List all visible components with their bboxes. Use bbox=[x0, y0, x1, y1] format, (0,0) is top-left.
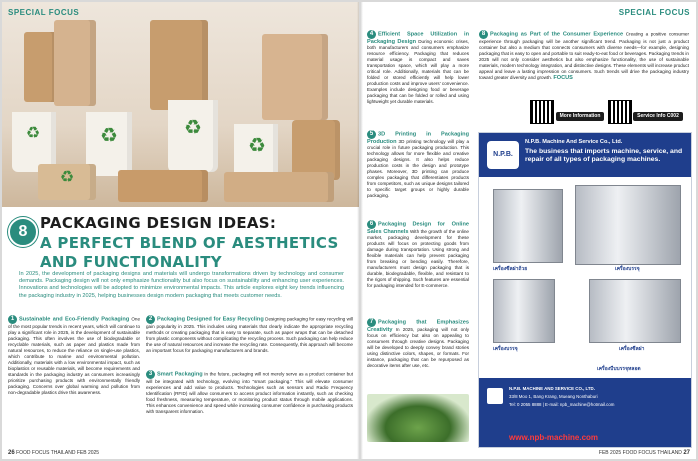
trend-heading: Packaging Design for Online Sales Channels bbox=[367, 221, 469, 235]
ad-footer-contact: Tel: 0 2055 8888 | E-mail: npb_machine@hotmail.com bbox=[509, 402, 615, 407]
trend-body: 3D printing technology will play a crucial role in future packaging production. This technology allows for more flexible and creative packaging designs. It also helps reduce production costs in the design and prototype phases. Moreover, 3D printing can produce complex packaging that differentiates products from competitors, such as unique designs tailored to specific target groups or highly durable packaging. bbox=[367, 139, 469, 198]
filling-machine bbox=[575, 185, 681, 265]
more-information-button[interactable]: More Information bbox=[556, 112, 604, 121]
trend-heading: Sustainable and Eco-Friendly Packaging bbox=[19, 316, 130, 323]
trend-number: 4 bbox=[367, 30, 376, 39]
trend-6 bbox=[367, 220, 469, 289]
page-number: 26 bbox=[8, 450, 15, 456]
ad-header bbox=[479, 133, 691, 177]
qr-code[interactable] bbox=[608, 100, 632, 124]
filling-machine bbox=[493, 279, 555, 343]
trend-number: 6 bbox=[367, 220, 376, 229]
packaging-photo bbox=[2, 2, 359, 207]
kraft-box bbox=[292, 120, 340, 180]
machine-label: เครื่องซีลฝาถ้วย bbox=[493, 266, 528, 272]
paper-cup bbox=[12, 112, 56, 172]
trend-5 bbox=[367, 130, 469, 199]
spine-gutter bbox=[357, 2, 363, 459]
ad-footer-address: 33/8 Moo 1, Bang Krang, Mueang Nonthaburi bbox=[509, 394, 598, 399]
cup-sealing-machine bbox=[493, 189, 563, 263]
trend-number: 3 bbox=[146, 370, 155, 379]
trend-8 bbox=[479, 30, 689, 81]
trend-body: Designing packaging for easy recycling will gain popularity in 2025. This includes using materials that clearly indicate the appropriate recycling methods or creating packaging that is easy to separate, such as paper wraps that can be detached from plastic components without complicating the recycling process. Such packaging can help reduce the use of natural resources and increase the recycling rate. Consequently, this approach will become an important focus for packaging manufacturers and brands. bbox=[146, 316, 353, 353]
page-number: 27 bbox=[683, 450, 690, 456]
article-title-line2: A PERFECT BLEND OF AESTHETICS bbox=[40, 234, 339, 252]
paper-bag bbox=[262, 34, 328, 120]
trend-1 bbox=[8, 315, 140, 396]
npb-logo: N.P.B. bbox=[487, 141, 519, 169]
trend-heading: Packaging that Emphasizes Creativity bbox=[367, 319, 469, 333]
trend-heading: 3D Printing in Packaging Production bbox=[367, 131, 469, 145]
magazine-name: FOOD FOCUS THAILAND bbox=[16, 450, 76, 456]
magazine-spread bbox=[2, 2, 696, 459]
trend-body: In the future, packaging will not merely serve as a product container but will be integrated with technology, evolving into "smart packaging." This will elevate consumer experiences and add value to products. Technologies such as sensors and Radio Frequency Identification (RFID) will allow consumers to access product information instantly, such as checking food freshness, measuring temperature, or monitoring product status through mobile applications. This enhances convenience and speed while increasing consumer confidence in purchasing products with transparent information. bbox=[146, 371, 354, 414]
recycle-icon: ♻ bbox=[100, 125, 118, 147]
right-page bbox=[359, 2, 696, 459]
service-info-button[interactable]: Service Info C002 bbox=[633, 112, 683, 121]
ad-tagline: The business that imports machine, service, and repair of all types of packaging machines. bbox=[525, 148, 683, 163]
article-intro: In 2025, the development of packaging designs and materials will undergo transformations driven by technology and consumer demands. Packaging design will not only emphasize functionality but also focus on sustainability and enhancing user experiences. Innovations and technologies will be adopted to minimize environmental impacts. This article explores eight key trends influencing the packaging industry in 2025, helping businesses design modern packaging that meets customer needs. bbox=[19, 271, 344, 299]
trend-body: During economic crises, both manufacturers and consumers emphasize resource efficiency. Packaging that reduces material usage is compact and saves transportation space, which will play a more critical role. Additionally, materials that can be folded or stored efficiently will help lower production costs and improve users' convenience. Examples include designing food or beverage packaging that can be folded or rolled and using lightweight yet durable materials. bbox=[367, 39, 469, 104]
section-label: SPECIAL FOCUS bbox=[8, 8, 80, 17]
paper-bag bbox=[24, 32, 58, 102]
trend-7 bbox=[367, 318, 469, 369]
trend-body: In 2025, packaging will not only focus on efficiency but also on appealing to consumers through creative designs. Packaging will be developed to deeply convey brand stories using distinctive colors, shapes, or formats. For instance, packaging that can be repurposed as decorative items after use, etc. bbox=[367, 327, 470, 368]
trend-number: 1 bbox=[8, 315, 17, 324]
paper-bag bbox=[54, 20, 96, 106]
right-page-footer bbox=[599, 450, 690, 456]
issue-date: FEB 2025 bbox=[76, 450, 100, 456]
trend-2 bbox=[146, 315, 353, 354]
recycle-icon: ♻ bbox=[59, 169, 75, 186]
article-title-line1: PACKAGING DESIGN IDEAS: bbox=[40, 214, 277, 232]
recycle-icon: ♻ bbox=[184, 117, 202, 139]
trend-number: 8 bbox=[479, 30, 488, 39]
trend-heading: Smart Packaging bbox=[157, 371, 203, 378]
magazine-name: FOOD FOCUS THAILAND bbox=[622, 450, 682, 456]
npb-logo-small bbox=[487, 388, 503, 404]
recycle-icon: ♻ bbox=[25, 125, 41, 142]
trend-heading: Packaging Designed for Easy Recycling bbox=[157, 316, 264, 323]
trend-heading: Efficient Space Utilization in Packaging Design bbox=[367, 31, 469, 45]
ad-company-name: N.P.B. Machine And Service Co., Ltd. bbox=[525, 139, 623, 145]
trend-number: 7 bbox=[367, 318, 376, 327]
trend-3 bbox=[146, 370, 353, 415]
left-page bbox=[2, 2, 359, 459]
ad-footer bbox=[479, 378, 691, 447]
seedling-photo bbox=[367, 394, 469, 442]
trend-body: With the growth of the online market, packaging development for these products will focus on protecting goods from damage during transportation. Using strong and flexible materials can help prevent packaging from breaking or bending easily. Therefore, manufacturers must design packaging that is durable, biodegradable, flexible, and resistant to the rigors of shipping. Such features are essential for packaging intended for E-commerce. bbox=[367, 229, 469, 288]
end-mark: FOCUS bbox=[553, 75, 573, 81]
paper-box bbox=[118, 170, 208, 202]
issue-date: FEB 2025 bbox=[598, 450, 622, 456]
qr-code[interactable] bbox=[530, 100, 554, 124]
trend-number: 2 bbox=[146, 315, 155, 324]
trend-body: One of the most popular trends in recent years, which will continue to play a significant role in 2025, is the development of sustainable packaging. This often involves the use of biodegradable or recyclable materials, such as paper and plastics made from natural resources, to reduce the reliance on single-use plastics, which contribute to marine and environmental pollution. Additionally, materials with a low environmental impact, such as bioplastics or reusable materials, will become requirements and standards in the packaging industry as consumers increasingly prioritize purchasing products with environmentally friendly packaging. Concerns over global warming and pollution from non-degradable plastics drive this awareness. bbox=[8, 316, 140, 395]
sealing-machine bbox=[589, 279, 681, 343]
trend-4 bbox=[367, 30, 469, 105]
trend-body: Creating a positive consumer experience through packaging will be another significant trend. Packaging is not just a product container but also a medium that connects consumers with diverse needs—for example, designing packaging that is easy to open and portable to suit ready-to-eat food or beverages. Packaging trends in 2025 will not only consider aesthetics but also emphasize functionality, the use of sustainable materials, modern technology integration, and distinctive designs. These elements will increase product appeal and leave a lasting impression on consumers. Such trends will drive the packaging industry toward greater diversity and growth. bbox=[479, 31, 689, 80]
section-label: SPECIAL FOCUS bbox=[618, 8, 690, 17]
trend-heading: Packaging as Part of the Consumer Experience bbox=[490, 31, 624, 38]
machine-label: เครื่องบีบบรรจุหลอด bbox=[597, 366, 641, 372]
article-title-line3: AND FUNCTIONALITY bbox=[40, 253, 222, 271]
ad-url[interactable]: www.npb-machine.com bbox=[509, 433, 599, 442]
machine-label: เครื่องบรรจุ bbox=[493, 346, 518, 352]
ad-footer-company: N.P.B. MACHINE AND SERVICE CO., LTD. bbox=[509, 386, 595, 391]
trend-number: 5 bbox=[367, 130, 376, 139]
left-page-footer bbox=[8, 450, 99, 456]
recycle-icon: ♻ bbox=[248, 135, 266, 157]
npb-advertisement[interactable] bbox=[478, 132, 692, 448]
article-number-badge: 8 bbox=[8, 217, 38, 247]
paper-bag bbox=[150, 20, 208, 110]
machine-label: เครื่องบรรจุ bbox=[615, 266, 640, 272]
machine-label: เครื่องซีลฝา bbox=[619, 346, 645, 352]
paper-box bbox=[224, 172, 334, 202]
